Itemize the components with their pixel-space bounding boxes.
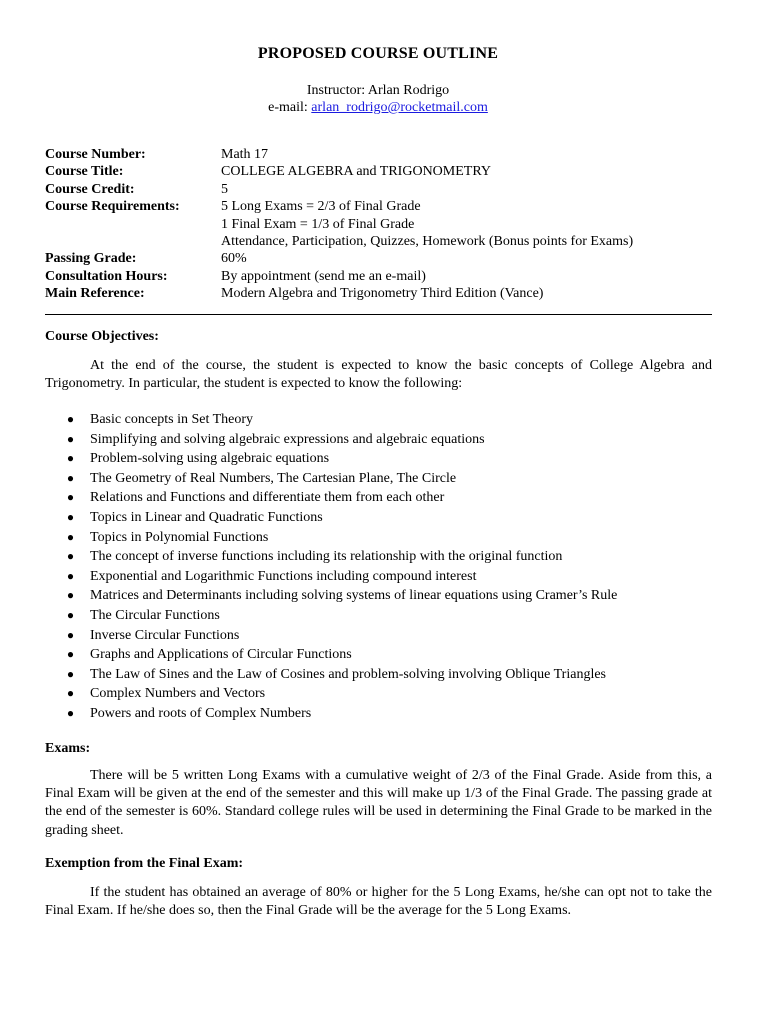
info-label: Course Number: [45,147,146,162]
list-item-text: Matrices and Determinants including solving systems of linear equations using Cramer’s Rule [90,588,618,604]
bullet-icon: ● [66,470,75,485]
info-row-main-reference [45,285,725,302]
info-value [221,285,725,302]
list-item [45,606,712,626]
objectives-heading: Course Objectives: [45,329,159,344]
bullet-icon: ● [66,451,75,466]
bullet-icon: ● [66,705,75,720]
info-value-line: Math 17 [221,147,269,162]
list-item [45,586,712,606]
bullet-icon: ● [66,549,75,564]
bullet-icon: ● [66,607,75,622]
list-item-text: The Circular Functions [90,607,220,623]
list-item [45,704,712,724]
list-item [45,430,712,450]
email-label: e-mail: [268,100,312,115]
info-value [221,250,725,267]
exams-paragraph: There will be 5 written Long Exams with a cumulative weight of 2/3 of the Final Grade. Aside from this, a Final Exam will be given at the end of the semester and this will make up 1/3 of the Final Grade. The passing grade at the end of the semester is 60%. Standard college rules will be used in determining the Final Grade to be marked in the grading sheet. [45,768,712,838]
info-value-line: 1 Final Exam = 1/3 of Final Grade [221,216,415,232]
info-label: Course Requirements: [45,199,180,215]
horizontal-divider [45,314,712,315]
list-item-text: The Law of Sines and the Law of Cosines and problem-solving involving Oblique Triangles [90,666,606,682]
email-line [0,100,756,116]
info-row-consultation-hours [45,268,725,285]
list-item [45,567,712,587]
list-item [45,469,712,489]
list-item-text: Complex Numbers and Vectors [90,686,266,702]
info-label: Main Reference: [45,286,145,302]
document-title: PROPOSED COURSE OUTLINE [257,45,499,62]
list-item-text: Graphs and Applications of Circular Functions [90,647,352,663]
info-row-course-title [45,163,725,180]
info-row-course-credit [45,181,725,198]
bullet-icon: ● [66,490,75,505]
list-item-text: Basic concepts in Set Theory [90,412,254,427]
info-value-line: 5 [221,181,228,197]
list-item [45,528,712,548]
list-item-text: Relations and Functions and differentiate them from each other [90,490,445,506]
list-item [45,547,712,567]
bullet-icon: ● [66,686,75,701]
bullet-icon: ● [66,568,75,583]
info-value-line: Attendance, Participation, Quizzes, Homework (Bonus points for Exams) [221,234,634,250]
info-value [221,268,725,285]
list-item-text: The Geometry of Real Numbers, The Cartesian Plane, The Circle [90,470,457,486]
list-item-text: Exponential and Logarithmic Functions including compound interest [90,568,477,584]
list-item-text: The concept of inverse functions including its relationship with the original function [90,549,563,565]
info-label: Consultation Hours: [45,268,168,284]
exams-heading: Exams: [45,741,91,756]
list-item-text: Powers and roots of Complex Numbers [90,705,312,721]
list-item [45,665,712,685]
list-item [45,684,712,704]
list-item-text: Topics in Polynomial Functions [90,529,269,545]
exemption-paragraph: If the student has obtained an average of 80% or higher for the 5 Long Exams, he/she can opt not to take the Final Exam. If he/she does so, then the Final Grade will be the average for the 5 Long Exams. [45,885,712,919]
bullet-icon: ● [66,666,75,681]
info-value-line: COLLEGE ALGEBRA and TRIGONOMETRY [221,164,492,180]
list-item-text: Topics in Linear and Quadratic Functions [90,509,323,525]
objectives-list [45,410,712,724]
info-row-passing-grade [45,250,725,267]
bullet-icon: ● [66,588,75,603]
info-label: Course Title: [45,164,124,180]
bullet-icon: ● [66,431,75,446]
objectives-intro: At the end of the course, the student is expected to know the basic concepts of College Algebra and Trigonometry. In particular, the student is expected to know the following: [45,358,712,392]
list-item [45,449,712,469]
info-value-line: 60% [221,251,247,267]
list-item [45,410,712,430]
info-value-line: 5 Long Exams = 2/3 of Final Grade [221,199,421,215]
info-label: Passing Grade: [45,251,137,267]
info-value-line: Modern Algebra and Trigonometry Third Edition (Vance) [221,286,544,302]
info-row-course-requirements [45,198,725,250]
list-item-text: Simplifying and solving algebraic expressions and algebraic equations [90,431,485,447]
info-label: Course Credit: [45,181,135,197]
info-row-course-number [45,146,725,163]
email-link[interactable]: arlan_rodrigo@rocketmail.com [311,100,488,115]
bullet-icon: ● [66,529,75,544]
list-item [45,488,712,508]
course-info-table [45,146,725,303]
info-value-line: By appointment (send me an e-mail) [221,268,426,284]
list-item-text: Problem-solving using algebraic equations [90,451,330,467]
info-value [221,198,725,250]
bullet-icon: ● [66,412,75,426]
list-item-text: Inverse Circular Functions [90,627,240,643]
info-value [221,181,725,198]
info-value [221,146,725,163]
list-item [45,645,712,665]
list-item [45,508,712,528]
instructor-line: Instructor: Arlan Rodrigo [306,83,450,98]
list-item [45,626,712,646]
bullet-icon: ● [66,647,75,662]
exemption-heading: Exemption from the Final Exam: [45,856,244,871]
info-value [221,163,725,180]
bullet-icon: ● [66,509,75,524]
bullet-icon: ● [66,627,75,642]
